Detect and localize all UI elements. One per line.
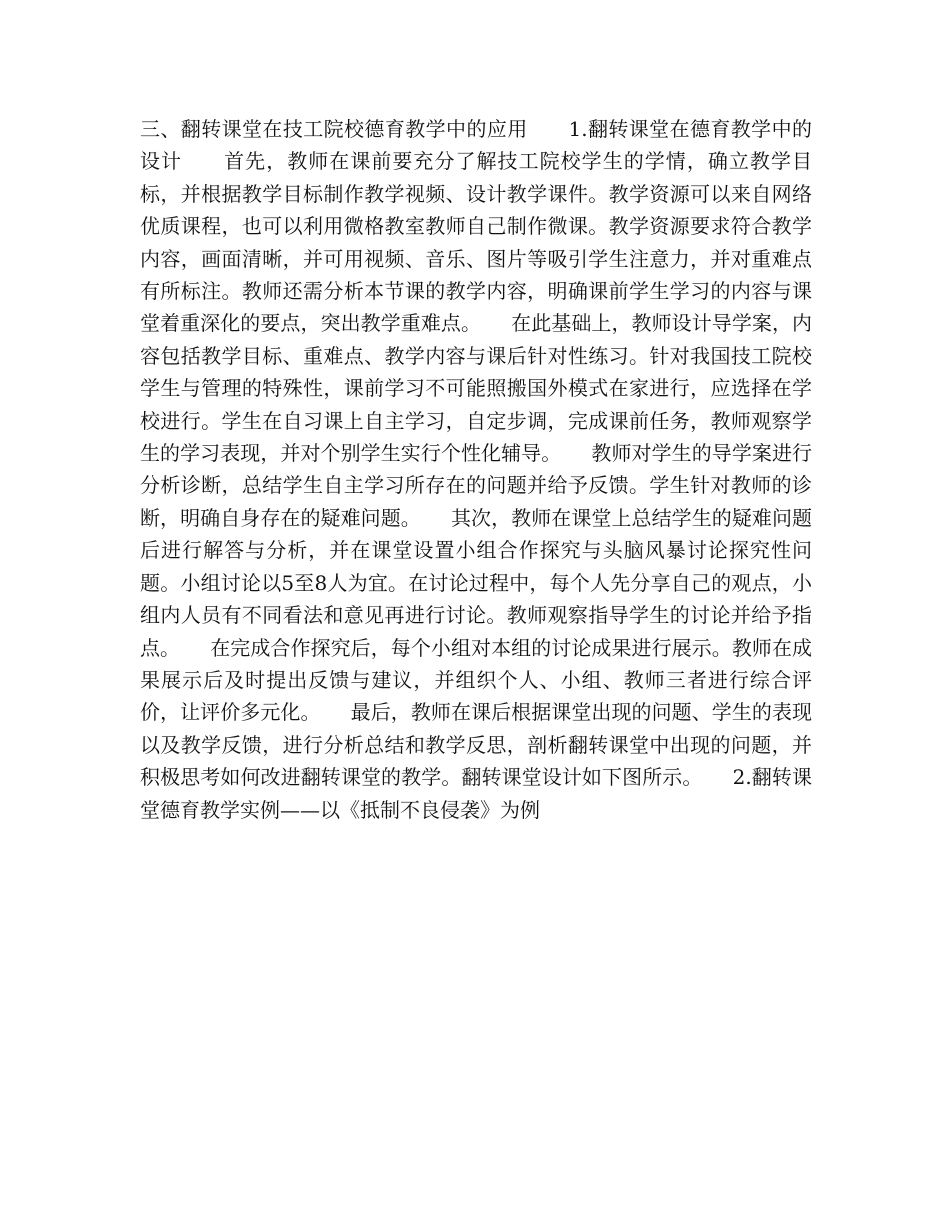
body-paragraph: 三、翻转课堂在技工院校德育教学中的应用 1.翻转课堂在德育教学中的设计 首先，教师在课前要充分了解技工院校学生的学情，确立教学目标，并根据教学目标制作教学视频、设计教学课件。教学资源可以来自网络优质课程，也可以利用微格教室教师自己制作微课。教学资源要求符合教学内容，画面清晰，并可用视频、音乐、图片等吸引学生注意力，并对重难点有所标注。教师还需分析本节课的教学内容，明确课前学生学习的内容与课堂着重深化的要点，突出教学重难点。 在此基础上，教师设计导学案，内容包括教学目标、重难点、教学内容与课后针对性练习。针对我国技工院校学生与管理的特殊性，课前学习不可能照搬国外模式在家进行，应选择在学校进行。学生在自习课上自主学习，自定步调，完成课前任务，教师观察学生的学习表现，并对个别学生实行个性化辅导。 教师对学生的导学案进行分析诊断，总结学生自主学习所存在的问题并给予反馈。学生针对教师的诊断，明确自身存在的疑难问题。 其次，教师在课堂上总结学生的疑难问题后进行解答与分析，并在课堂设置小组合作探究与头脑风暴讨论探究性问题。小组讨论以5至8人为宜。在讨论过程中，每个人先分享自己的观点，小组内人员有不同看法和意见再进行讨论。教师观察指导学生的讨论并给予指点。 在完成合作探究后，每个小组对本组的讨论成果进行展示。教师在成果展示后及时提出反馈与建议，并组织个人、小组、教师三者进行综合评价，让评价多元化。 最后，教师在课后根据课堂出现的问题、学生的表现以及教学反馈，进行分析总结和教学反思，剖析翻转课堂中出现的问题，并积极思考如何改进翻转课堂的教学。翻转课堂设计如下图所示。 2.翻转课堂德育教学实例——以《抵制不良侵袭》为例 <box>140 117 812 822</box>
